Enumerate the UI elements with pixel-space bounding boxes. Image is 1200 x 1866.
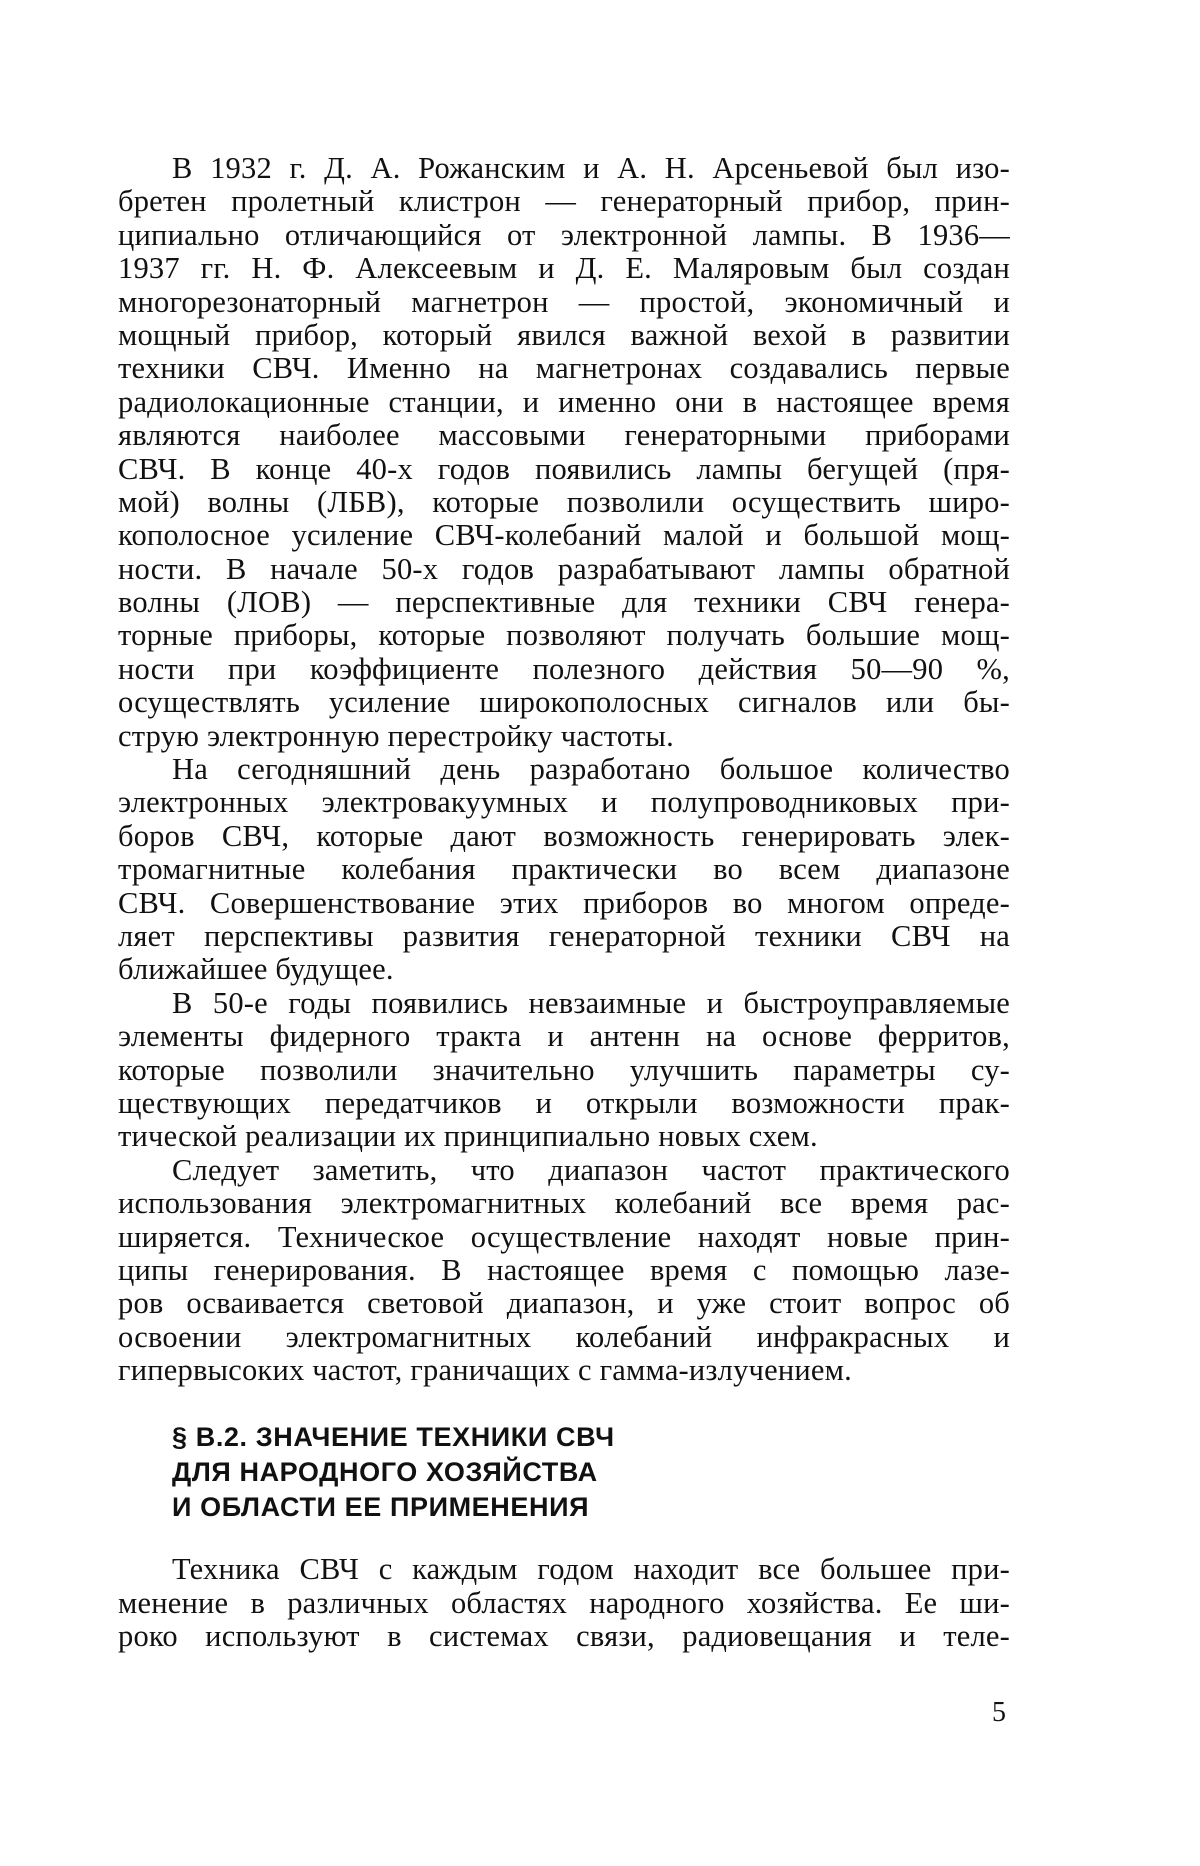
text-line: торные приборы, которые позволяют получать большие мощ- xyxy=(118,618,1010,653)
text-line: тромагнитные колебания практически во всем диапазоне xyxy=(118,852,1010,887)
text-line: являются наиболее массовыми генераторными приборами xyxy=(118,418,1010,453)
text-line: кополосное усиление СВЧ-колебаний малой и большой мощ- xyxy=(118,518,1010,553)
text-line: освоении электромагнитных колебаний инфракрасных и xyxy=(118,1319,1010,1354)
section-heading-line: И ОБЛАСТИ ЕЕ ПРИМЕНЕНИЯ xyxy=(172,1492,590,1523)
text-line: ров осваивается световой диапазон, и уже стоит вопрос об xyxy=(118,1286,1010,1321)
text-line: Техника СВЧ с каждым годом находит все большее при- xyxy=(172,1552,1010,1587)
text-line: боров СВЧ, которые дают возможность генерировать элек- xyxy=(118,818,1010,853)
text-line: На сегодняшний день разработано большое количество xyxy=(172,752,1010,787)
page-body xyxy=(118,152,1010,1654)
text-line: радиолокационные станции, и именно они в настоящее время xyxy=(118,384,1010,419)
text-line: которые позволили значительно улучшить параметры су- xyxy=(118,1052,1010,1087)
text-line: многорезонаторный магнетрон — простой, экономичный и xyxy=(118,284,1010,319)
text-line: мощный прибор, который явился важной вехой в развитии xyxy=(118,317,1010,352)
text-line: ципы генерирования. В настоящее время с помощью лазе- xyxy=(118,1252,1010,1287)
text-line: мой) волны (ЛБВ), которые позволили осуществить широ- xyxy=(118,484,1010,519)
text-line: роко используют в системах связи, радиовещания и теле- xyxy=(118,1619,1010,1654)
text-line: использования электромагнитных колебаний все время рас- xyxy=(118,1186,1010,1221)
section-heading-line: § В.2. ЗНАЧЕНИЕ ТЕХНИКИ СВЧ xyxy=(172,1422,615,1453)
text-line: ности. В начале 50-х годов разрабатывают лампы обратной xyxy=(118,551,1010,586)
paragraph-ferrites xyxy=(118,987,1010,1154)
text-line: ности при коэффициенте полезного действия 50—90 %, xyxy=(118,651,1010,686)
text-line: ширяется. Техническое осуществление находят новые прин- xyxy=(118,1219,1010,1254)
text-line: В 1932 г. Д. А. Рожанским и А. Н. Арсеньевой был изо- xyxy=(172,151,1010,185)
text-line: тической реализации их принципиально новых схем. xyxy=(118,1119,818,1154)
text-line: элементы фидерного тракта и антенн на основе ферритов, xyxy=(118,1019,1010,1054)
text-line: электронных электровакуумных и полупроводниковых при- xyxy=(118,785,1010,820)
text-line: СВЧ. Совершенствование этих приборов во многом опреде- xyxy=(118,885,1010,920)
section-heading-line: ДЛЯ НАРОДНОГО ХОЗЯЙСТВА xyxy=(172,1457,598,1488)
text-line: струю электронную перестройку частоты. xyxy=(118,718,674,753)
text-line: СВЧ. В конце 40-х годов появились лампы бегущей (пря- xyxy=(118,451,1010,486)
paragraph-history xyxy=(118,152,1010,753)
text-line: ципиально отличающийся от электронной лампы. В 1936— xyxy=(118,217,1010,252)
section-heading xyxy=(172,1420,1010,1525)
text-line: 1937 гг. Н. Ф. Алексеевым и Д. Е. Маляровым был создан xyxy=(118,251,1010,286)
text-line: волны (ЛОВ) — перспективные для техники СВЧ генера- xyxy=(118,585,1010,620)
paragraph-applications xyxy=(118,1553,1010,1653)
text-line: ближайшее будущее. xyxy=(118,952,394,987)
text-line: гипервысоких частот, граничащих с гамма-излучением. xyxy=(118,1353,852,1388)
paragraph-devices xyxy=(118,753,1010,987)
text-line: ляет перспективы развития генераторной техники СВЧ на xyxy=(118,918,1010,953)
text-line: менение в различных областях народного хозяйства. Ее ши- xyxy=(118,1585,1010,1620)
page-number: 5 xyxy=(992,1697,1006,1728)
text-line: Следует заметить, что диапазон частот практического xyxy=(172,1152,1010,1187)
paragraph-frequency-range xyxy=(118,1154,1010,1388)
text-line: ществующих передатчиков и открыли возможности прак- xyxy=(118,1085,1010,1120)
text-line: бретен пролетный клистрон — генераторный прибор, прин- xyxy=(118,184,1010,219)
text-line: техники СВЧ. Именно на магнетронах создавались первые xyxy=(118,351,1010,386)
text-line: осуществлять усиление широкополосных сигналов или бы- xyxy=(118,685,1010,720)
text-line: В 50-е годы появились невзаимные и быстроуправляемые xyxy=(172,985,1010,1020)
